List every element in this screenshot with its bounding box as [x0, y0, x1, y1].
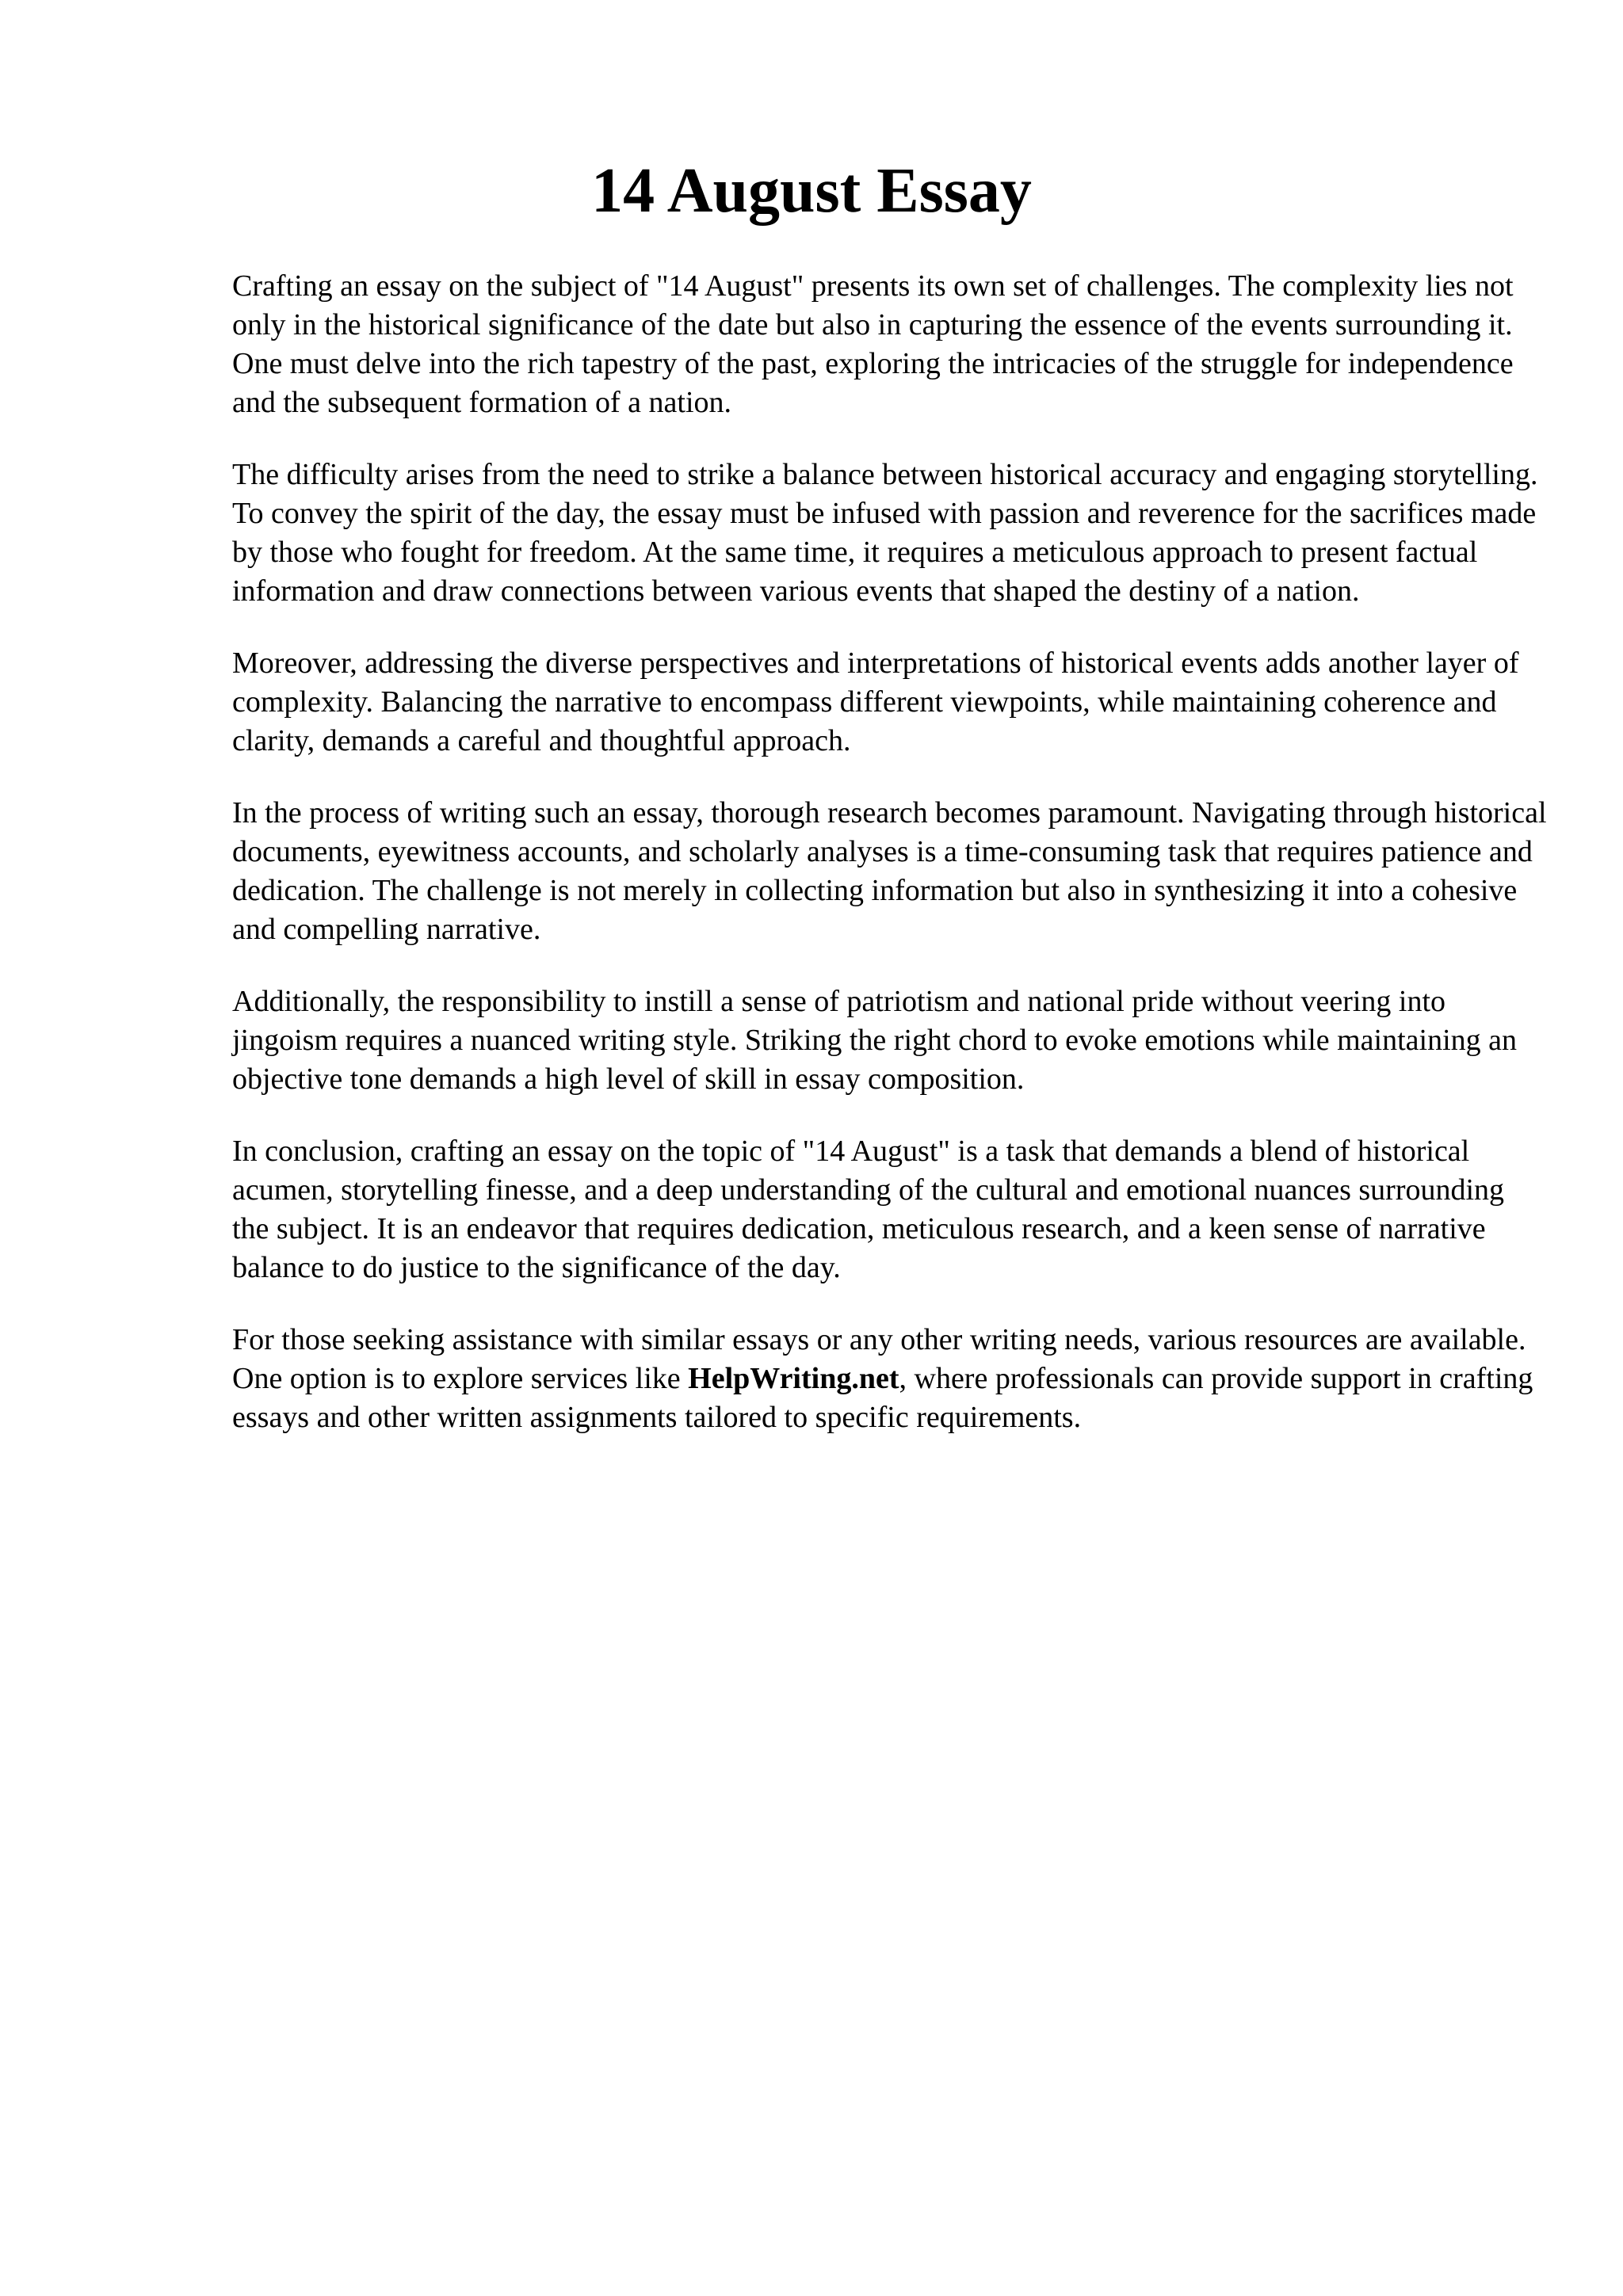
paragraph-6: In conclusion, crafting an essay on the topic of "14 August" is a task that demands a blend of historical acumen, storytelling finesse, and a deep understanding of the cultural and emotional nuances surrounding the subject. It is an endeavor that requires dedication, meticulous research, and a keen sense of narrative balance to do justice to the significance of the day. — [232, 1135, 1505, 1284]
paragraph-5: Additionally, the responsibility to instill a sense of patriotism and national pride without veering into jingoism requires a nuanced writing style. Striking the right chord to evoke emotions while maintaining an objective tone demands a high level of skill in essay composition. — [232, 985, 1518, 1096]
paragraph-1: Crafting an essay on the subject of "14 August" presents its own set of challenges. The complexity lies not only in the historical significance of the date but also in capturing the essence of the events surrounding it. One must delve into the rich tapestry of the past, exploring the intricacies of the struggle for independence and the subsequent formation of a nation. — [232, 269, 1514, 419]
paragraph-3: Moreover, addressing the diverse perspectives and interpretations of historical events adds another layer of complexity. Balancing the narrative to encompass different viewpoints, while maintaining coherence and clarity, demands a careful and thoughtful approach. — [232, 646, 1519, 757]
document-body — [232, 267, 1548, 1470]
paragraph-7 — [232, 1321, 1548, 1437]
paragraph-2: The difficulty arises from the need to strike a balance between historical accuracy and engaging storytelling. To convey the spirit of the day, the essay must be infused with passion and reverence for the sacrifices made by those who fought for freedom. At the same time, it requires a meticulous approach to present factual information and draw connections between various events that shaped the destiny of a nation. — [232, 458, 1538, 608]
document-title: 14 August Essay — [591, 156, 1032, 226]
paragraph-7-outro: , where professionals can provide support in crafting essays and other written assignments tailored to specific requirements. — [232, 1362, 1533, 1434]
helpwriting-link[interactable]: HelpWriting.net — [688, 1362, 899, 1395]
paragraph-4: In the process of writing such an essay, thorough research becomes paramount. Navigating through historical documents, eyewitness accounts, and scholarly analyses is a time-consuming task that requires patience and dedication. The challenge is not merely in collecting information but also in synthesizing it into a cohesive and compelling narrative. — [232, 796, 1547, 946]
paragraph-7-intro: For those seeking assistance with similar essays or any other writing needs, various resources are available. One option is to explore services like — [232, 1323, 1526, 1395]
